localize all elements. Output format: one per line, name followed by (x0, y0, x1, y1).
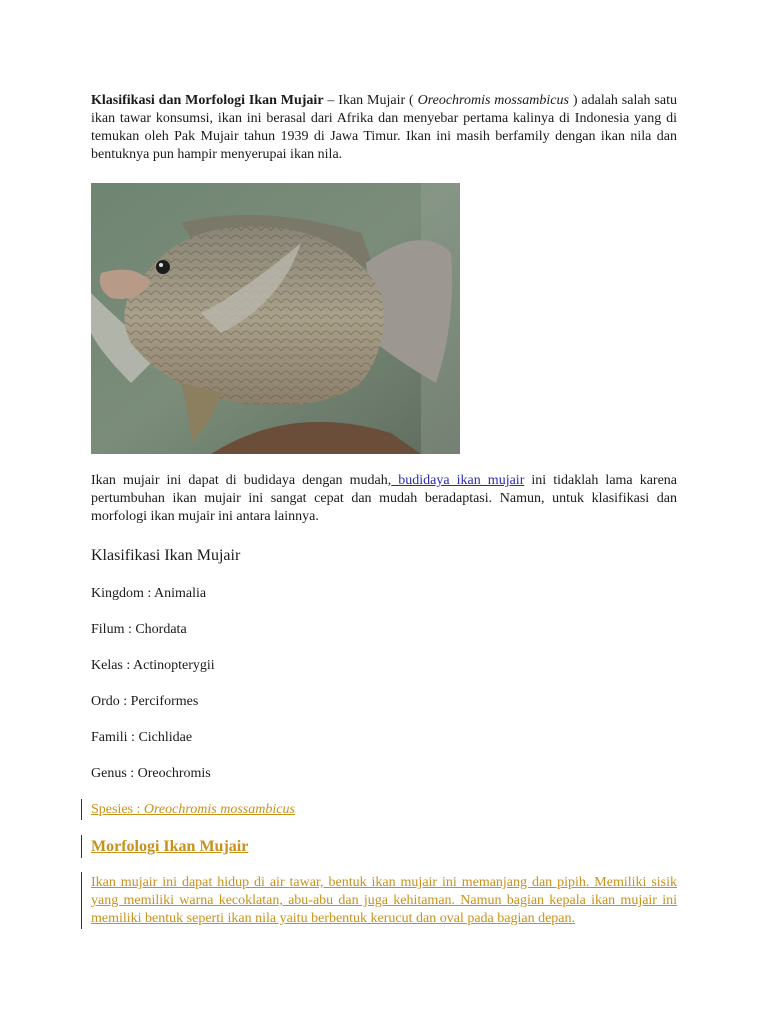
change-bar (81, 799, 82, 820)
klasifikasi-heading: Klasifikasi Ikan Mujair (91, 547, 241, 564)
spesies-value: Oreochromis mossambicus (143, 802, 295, 817)
spesies-label: Spesies : (91, 802, 144, 817)
intro-paragraph (91, 92, 677, 164)
intro-species-name: Oreochromis mossambicus (417, 93, 569, 108)
tracked-spesies (91, 802, 295, 817)
cultivation-text-b: ini tidaklah lama karena pertumbuhan ikan mujair ini sangat cepat dan mudah beradaptasi. Namun, untuk klasifikasi dan morfologi ikan mujair ini antara lainnya. (91, 473, 677, 524)
change-bar (81, 872, 82, 929)
cultivation-paragraph (91, 472, 677, 526)
intro-text-b: ) adalah salah satu ikan tawar konsumsi, ikan ini berasal dari Afrika dan menyebar pertama kalinya di Indonesia yang di temukan oleh Pak Mujair tahun 1939 di Jawa Timur. Ikan ini masih berfamily dengan ikan nila dan bentuknya pun hampir menyerupai ikan nila. (91, 93, 677, 162)
tracked-morfologi-heading (91, 838, 248, 855)
taxonomy-kingdom: Kingdom : Animalia (91, 586, 207, 601)
morfologi-heading-text: Morfologi Ikan Mujair (91, 838, 249, 855)
taxonomy-ordo: Ordo : Perciformes (91, 694, 199, 709)
taxonomy-filum: Filum : Chordata (91, 622, 187, 637)
tracked-morfologi-text (91, 875, 677, 926)
taxonomy-famili: Famili : Cichlidae (91, 730, 193, 745)
intro-dash: – (323, 93, 339, 108)
intro-title: Klasifikasi dan Morfologi Ikan Mujair (91, 93, 324, 108)
taxonomy-kelas: Kelas : Actinopterygii (91, 658, 215, 673)
change-bar (81, 835, 82, 858)
morfologi-heading (91, 837, 677, 857)
cultivation-text-a: Ikan mujair ini dapat di budidaya dengan mudah, (91, 473, 392, 488)
intro-text-a: Ikan Mujair ( (338, 93, 418, 108)
taxonomy-spesies (91, 801, 677, 819)
document-page (91, 92, 677, 928)
fish-photo (91, 183, 460, 454)
morfologi-text: Ikan mujair ini dapat hidup di air tawar, bentuk ikan mujair ini memanjang dan pipih. Memiliki sisik yang memiliki warna kecoklatan, abu-abu dan juga kehitaman. Namun bagian kepala ikan mujair ini memiliki bentuk seperti ikan nila yaitu berbentuk kerucut dan oval pada bagian depan. (91, 875, 677, 926)
morfologi-paragraph (91, 874, 677, 928)
budidaya-link[interactable]: budidaya ikan mujair (391, 473, 525, 488)
taxonomy-genus: Genus : Oreochromis (91, 766, 211, 781)
